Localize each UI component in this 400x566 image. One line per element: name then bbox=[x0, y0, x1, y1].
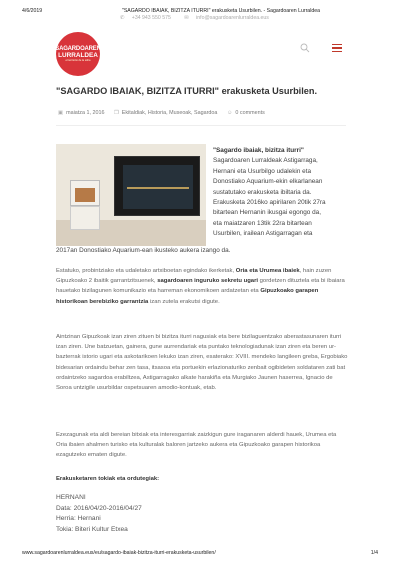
calendar-icon: ▣ bbox=[58, 110, 64, 116]
article-title: "SAGARDO IBAIAK, BIZITZA ITURRI" erakusketa Usurbilen. bbox=[56, 86, 318, 96]
exhibition-photo bbox=[56, 144, 206, 246]
p1-text-e: gordetzen dituztela eta bi ibaiara hauetako bizilagunen komunikazio eta harreman ekonomikoen ardatzetan eta bbox=[56, 278, 345, 295]
email-link[interactable] bbox=[184, 15, 275, 21]
p1-bold-b: Oria eta Urumea ibaiek bbox=[235, 268, 300, 274]
phone-link[interactable] bbox=[120, 15, 178, 21]
meta-comments[interactable] bbox=[227, 110, 265, 116]
photo-stand bbox=[70, 206, 100, 230]
schedule-dates: Data: 2016/04/20-2016/04/27 bbox=[56, 504, 142, 512]
hamburger-icon[interactable] bbox=[332, 44, 342, 52]
paragraph-3: Ezezagunak eta aldi bereian bitxiak eta interesgarriak zaizkigun gure iraganaren alderdi hauek, Urumea eta Oria ibaien ahalmen turisko eta kulturalak baloren jartzeko aukera eta Gipuzkoako garapen historikoa ezagutzeko ematen digute. bbox=[56, 432, 337, 459]
hamburger-bar bbox=[332, 51, 342, 52]
schedule-heading: Erakusketaren tokiak eta ordutegiak: bbox=[56, 476, 160, 482]
intro-line: sustatutako erakusketa ibiltaria da. bbox=[213, 188, 312, 196]
meta-date bbox=[58, 110, 104, 116]
intro-line: Donostiako Aquarium-ekin elkarlanean bbox=[213, 178, 323, 186]
comment-icon: ☺ bbox=[226, 110, 233, 116]
photo-screen bbox=[114, 156, 200, 216]
intro-line: Usurbilen, irailean Astigarragan eta bbox=[213, 230, 313, 238]
meta-categories[interactable] bbox=[114, 110, 217, 116]
logo-line-2: LURRALDEA bbox=[58, 51, 98, 59]
contact-bar bbox=[120, 15, 281, 21]
meta-divider bbox=[56, 125, 346, 126]
logo-tagline: el territorio de la sidra bbox=[65, 58, 91, 62]
phone-icon: ✆ bbox=[120, 15, 126, 21]
phone-number: +34 943 550 575 bbox=[131, 15, 171, 21]
email-address: info@sagardoarenlurraldea.eus bbox=[196, 15, 269, 21]
print-date: 4/6/2019 bbox=[22, 8, 43, 14]
intro-line: bitartean Hernanin ikusgai egongo da, bbox=[213, 209, 322, 217]
hamburger-bar bbox=[332, 44, 342, 45]
intro-line: Hernani eta Usurbilgo udalekin eta bbox=[213, 167, 312, 175]
intro-line: Erakusketa 2016ko apirilaren 20tik 27ra bbox=[213, 199, 326, 207]
print-url: www.sagardoarenlurraldea.eus/eu/sagardo-ibaiak-bizitza-iturri-erakusketa-usurbilen/ bbox=[22, 550, 216, 556]
intro-line: eta maiatzaren 13tik 22ra bitartean bbox=[213, 219, 312, 227]
folder-icon: ❒ bbox=[113, 110, 119, 116]
paragraph-1 bbox=[56, 266, 348, 307]
schedule-venue: Tokia: Biteri Kultur Etxea bbox=[56, 525, 128, 533]
schedule-place: HERNANI bbox=[56, 494, 86, 501]
article-intro bbox=[213, 146, 347, 240]
photo-screen-line bbox=[127, 187, 189, 189]
schedule-info bbox=[56, 493, 142, 535]
meta-date-text: maiatza 1, 2016 bbox=[66, 110, 105, 116]
paragraph-2: Aintzinan Gipuzkoak izan ziren zituen bi bizitza iturri nagusiak eta bere bizilaguentzako aberastasunaren iturri izan ziren. Une batzuetan, gainera, gune aurrendariak eta puntako teknologiadunak izan ziren eta beren ur-bazterrak istorio ugari eta askotarikoen lekuko izan ziren, esaterako: XVIII. mendeko langileen greba, Ergobiako bidesarian ordaindu behar zen tasa, itsasoa eta portuekin erlazionaturiko zenbait ogibideten soldataren zati bat ordaintzeko sagardoa erabiltzea, Astigarragako alkate harakiña eta Murgiako Jaunen haserrea, Ignacio de Soroa untzigile usurbildar ospetsuaren amodio-kontuak, etab. bbox=[56, 334, 348, 392]
p1-text-c: , hain zuzen Gipuzkoako 2 ibaitik garrantzitsuenek, bbox=[56, 268, 332, 285]
print-page-number: 1/4 bbox=[370, 550, 378, 556]
envelope-icon: ✉ bbox=[184, 15, 191, 21]
meta-categories-text: Ekitaldiak, Historia, Museoak, Sagardoa bbox=[121, 110, 218, 116]
article-meta bbox=[58, 110, 273, 116]
hamburger-bar bbox=[332, 47, 342, 48]
p1-text-a: Estatuko, probintziako eta udaletako artxiboetan egindako ikerketak, bbox=[56, 268, 235, 274]
p1-text-g: izan zutela erakutsi digute. bbox=[149, 298, 220, 305]
site-logo[interactable] bbox=[56, 32, 100, 76]
p1-bold-f: Gipuzkoako garapen historikoan berebiziko garrantzia bbox=[56, 288, 319, 305]
meta-comments-text: 0 comments bbox=[235, 110, 265, 116]
logo-line-1: SAGARDOAREN bbox=[55, 45, 101, 52]
intro-tail: 2017an Donostiako Aquarium-ean ikusteko aukera izango da. bbox=[56, 247, 231, 254]
search-icon[interactable] bbox=[300, 43, 310, 53]
p1-bold-d: sagardoaren inguruko sekretu ugari bbox=[157, 278, 259, 285]
intro-line: "Sagardo ibaiak, bizitza iturri" bbox=[213, 147, 304, 154]
print-page-title: "SAGARDO IBAIAK, BIZITZA ITURRI" erakusketa Usurbilen. - Sagardoaren Lurraldea bbox=[122, 8, 321, 14]
schedule-town: Herria: Hernani bbox=[56, 515, 101, 522]
photo-model-house bbox=[75, 188, 95, 202]
intro-line: Sagardoaren Lurraldeak Astigarraga, bbox=[213, 157, 318, 165]
